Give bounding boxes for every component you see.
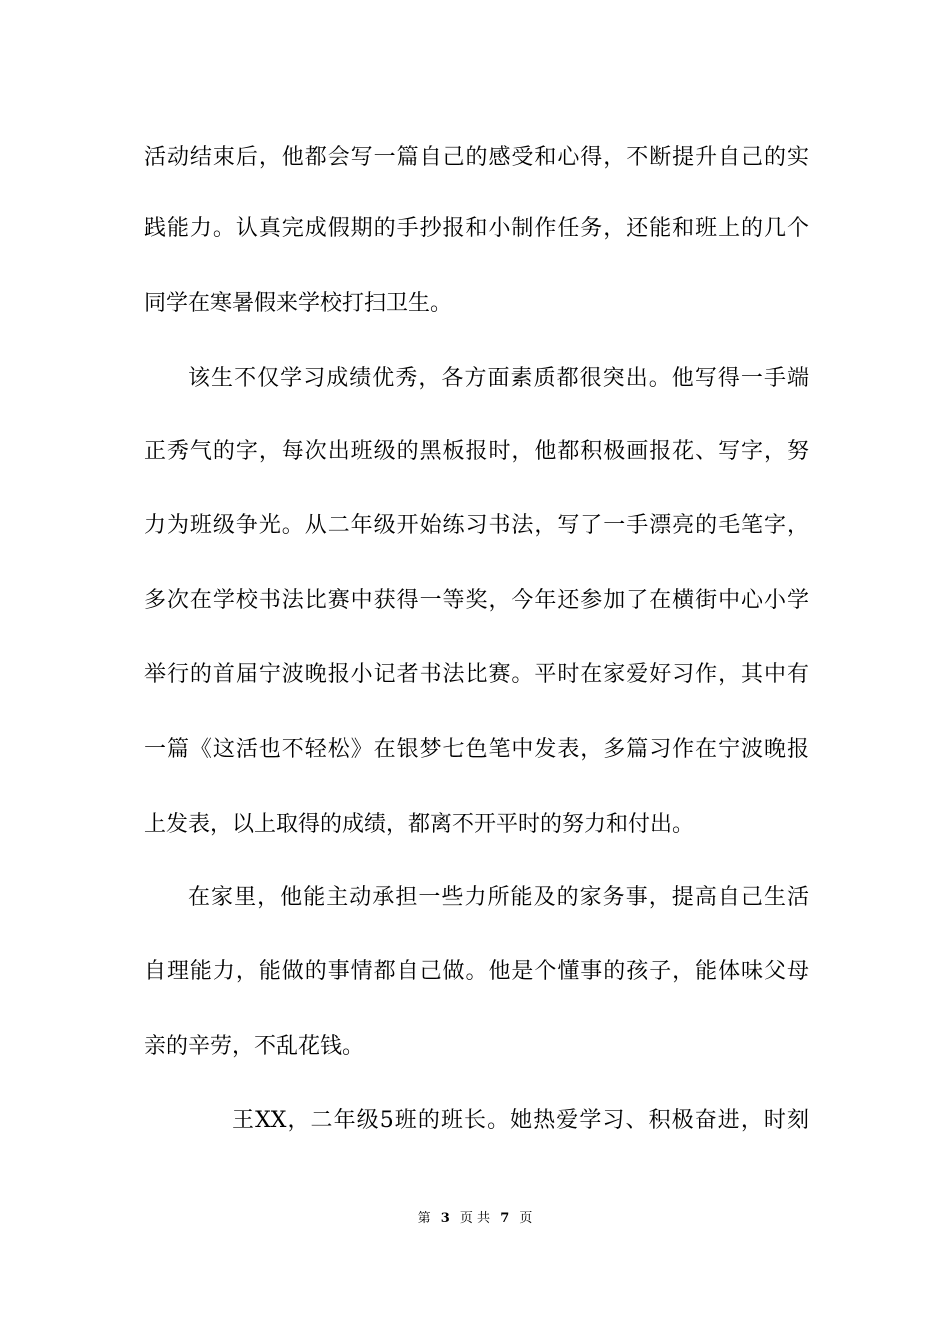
text-line: 自理能力，能做的事情都自己做。他是个懂事的孩子，能体味父母: [144, 959, 809, 984]
footer-suffix: 页: [519, 1211, 533, 1226]
footer-middle: 页 共: [459, 1211, 491, 1226]
text-line: 同学在寒暑假来学校打扫卫生。: [144, 291, 453, 316]
text-line: 力为班级争光。从二年级开始练习书法，写了一手漂亮的毛笔字，: [144, 513, 809, 538]
text-line: 上发表，以上取得的成绩，都离不开平时的努力和付出。: [144, 812, 695, 837]
text-line: 亲的辛劳，不乱花钱。: [144, 1034, 365, 1059]
text-line: 一篇《这活也不轻松》在银梦七色笔中发表，多篇习作在宁波晚报: [144, 737, 809, 762]
text-line: 多次在学校书法比赛中获得一等奖，今年还参加了在横街中心小学: [144, 588, 809, 613]
page-footer: [0, 1210, 950, 1228]
text-line: 践能力。认真完成假期的手抄报和小制作任务，还能和班上的几个: [144, 216, 809, 241]
current-page-number: 3: [440, 1211, 450, 1226]
footer-prefix: 第: [417, 1211, 431, 1226]
total-pages-number: 7: [500, 1211, 510, 1226]
text-line: 举行的首届宁波晚报小记者书法比赛。平时在家爱好习作，其中有: [144, 662, 809, 687]
text-line: 该生不仅学习成绩优秀，各方面素质都很突出。他写得一手端: [188, 366, 809, 391]
text-line: 正秀气的字，每次出班级的黑板报时，他都积极画报花、写字，努: [144, 439, 809, 464]
text-line: 王XX，二年级5班的班长。她热爱学习、积极奋进，时刻: [232, 1108, 809, 1133]
text-line: 在家里，他能主动承担一些力所能及的家务事，提高自己生活: [188, 885, 809, 910]
text-line: 活动结束后，他都会写一篇自己的感受和心得，不断提升自己的实: [144, 145, 809, 170]
